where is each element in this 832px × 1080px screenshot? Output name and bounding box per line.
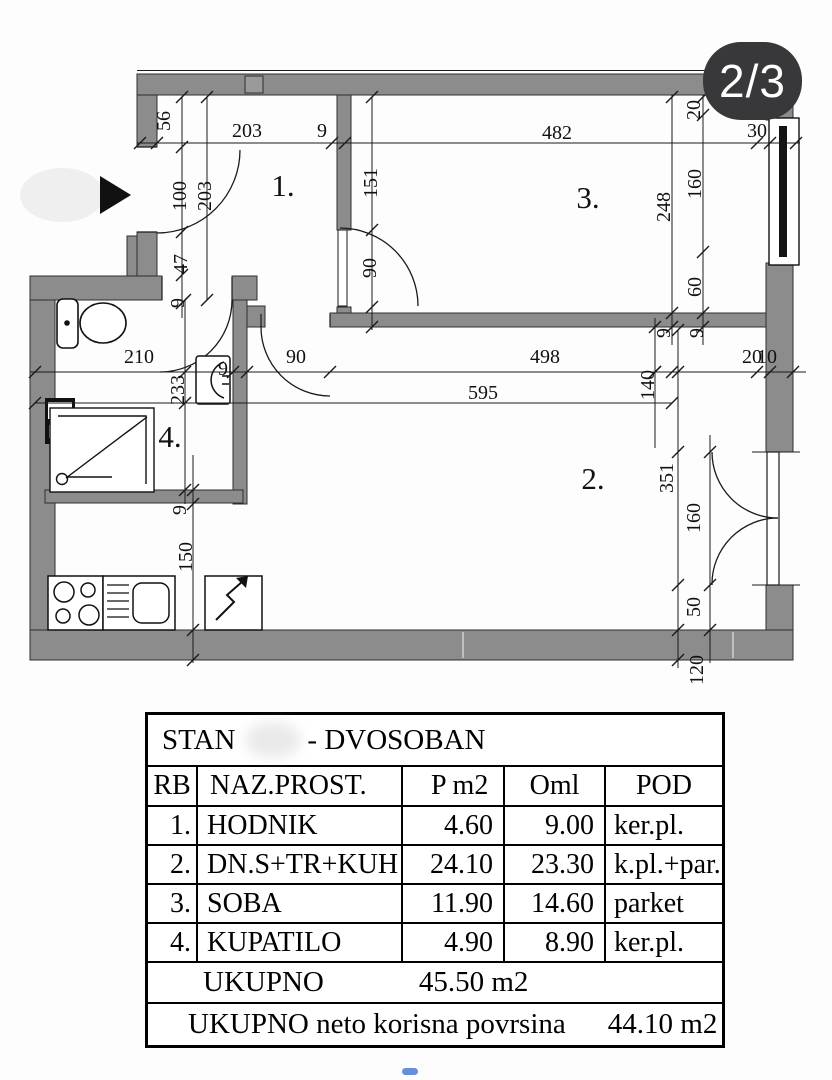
dimension-label: 56 bbox=[153, 111, 175, 131]
dimension-label: 233 bbox=[167, 375, 189, 405]
dimension-label: 210 bbox=[124, 346, 154, 368]
cell-rb: 2. bbox=[170, 848, 191, 880]
bottom-blue-mark bbox=[402, 1068, 418, 1075]
dimension-label: 9 bbox=[169, 505, 191, 515]
dimension-label: 9 bbox=[686, 328, 708, 338]
watermark-smudge bbox=[20, 168, 104, 222]
dimension-label: 9 bbox=[167, 298, 189, 308]
dimension-label: 20 bbox=[742, 346, 762, 368]
dimension-label: 30 bbox=[747, 120, 767, 142]
dimension-label: 100 bbox=[169, 181, 191, 211]
dimension-label: 203 bbox=[232, 120, 262, 142]
cell-oml: 9.00 bbox=[503, 807, 604, 844]
dimension-label: 120 bbox=[686, 655, 708, 685]
table-header-row bbox=[148, 767, 722, 807]
cell-oml: 14.60 bbox=[503, 885, 604, 922]
dimension-label: 9 bbox=[653, 328, 675, 338]
dimension-label: 60 bbox=[684, 277, 706, 297]
dimension-label: 9 bbox=[317, 120, 327, 142]
cell-naz: SOBA bbox=[196, 885, 401, 922]
dimension-label: 151 bbox=[360, 168, 382, 198]
net-value: 44.10 m2 bbox=[607, 1008, 718, 1040]
dimension-label: 50 bbox=[683, 597, 705, 617]
net-label: UKUPNO neto korisna povrsina bbox=[188, 1008, 566, 1040]
col-header-rb: RB bbox=[153, 770, 191, 801]
col-header-pm2: P m2 bbox=[401, 767, 503, 805]
cell-pod: ker.pl. bbox=[604, 924, 722, 961]
cell-p: 4.60 bbox=[401, 807, 503, 844]
table-row bbox=[148, 807, 722, 846]
fridge-icon bbox=[205, 576, 262, 630]
dimension-label: 140 bbox=[637, 370, 659, 400]
cell-pod: parket bbox=[604, 885, 722, 922]
cell-pod: k.pl.+par. bbox=[604, 846, 722, 883]
stove-icon bbox=[48, 576, 103, 630]
balcony-door bbox=[712, 452, 800, 585]
dimension-label: 20 bbox=[683, 100, 705, 120]
dimension-label: 90 bbox=[359, 258, 381, 278]
dimension-label: 160 bbox=[684, 169, 706, 199]
table-title bbox=[148, 715, 722, 767]
cell-p: 24.10 bbox=[401, 846, 503, 883]
dimension-label: 203 bbox=[194, 181, 216, 211]
table-title-right: - DVOSOBAN bbox=[307, 723, 486, 756]
dimension-label: 482 bbox=[542, 122, 572, 144]
cell-rb: 1. bbox=[170, 809, 191, 841]
room-label: 2. bbox=[581, 461, 605, 496]
area-table bbox=[145, 712, 725, 1048]
kitchen-sink-icon bbox=[103, 576, 175, 630]
image-counter-badge: 2/3 bbox=[703, 42, 802, 120]
table-net-row bbox=[148, 1004, 722, 1045]
room-label: 4. bbox=[158, 419, 182, 454]
dimension-label: 498 bbox=[530, 346, 560, 368]
table-total-row bbox=[148, 963, 722, 1004]
dimension-label: 351 bbox=[656, 463, 678, 493]
toilet-icon bbox=[57, 299, 126, 348]
room-label: 3. bbox=[576, 180, 600, 215]
bedroom-door-leaf bbox=[338, 230, 347, 306]
cell-rb: 4. bbox=[170, 926, 191, 958]
dimension-label: 248 bbox=[653, 192, 675, 222]
cell-pod: ker.pl. bbox=[604, 807, 722, 844]
entry-arrow-icon bbox=[100, 176, 131, 214]
dimension-label: 9 bbox=[218, 358, 228, 380]
table-title-left: STAN bbox=[162, 723, 236, 756]
cell-p: 4.90 bbox=[401, 924, 503, 961]
dimension-label: 90 bbox=[286, 346, 306, 368]
cell-p: 11.90 bbox=[401, 885, 503, 922]
col-header-oml: Oml bbox=[503, 767, 604, 805]
total-label: UKUPNO bbox=[203, 966, 324, 998]
redacted-blob bbox=[245, 722, 301, 758]
cell-oml: 8.90 bbox=[503, 924, 604, 961]
cell-naz: DN.S+TR+KUH bbox=[196, 846, 401, 883]
dimension-label: 10 bbox=[757, 346, 777, 368]
table-row bbox=[148, 924, 722, 963]
cell-naz: KUPATILO bbox=[196, 924, 401, 961]
dimension-label: 47 bbox=[170, 254, 192, 274]
table-row bbox=[148, 846, 722, 885]
dimension-label: 595 bbox=[468, 382, 498, 404]
cell-oml: 23.30 bbox=[503, 846, 604, 883]
shower-icon bbox=[50, 408, 154, 492]
total-value: 45.50 m2 bbox=[418, 966, 529, 998]
dimension-label: 150 bbox=[175, 542, 197, 572]
cell-naz: HODNIK bbox=[196, 807, 401, 844]
cell-rb: 3. bbox=[170, 887, 191, 919]
col-header-pod: POD bbox=[604, 767, 722, 805]
dimension-label: 160 bbox=[683, 503, 705, 533]
col-header-naz: NAZ.PROST. bbox=[196, 767, 401, 805]
table-row bbox=[148, 885, 722, 924]
room-label: 1. bbox=[271, 168, 295, 203]
